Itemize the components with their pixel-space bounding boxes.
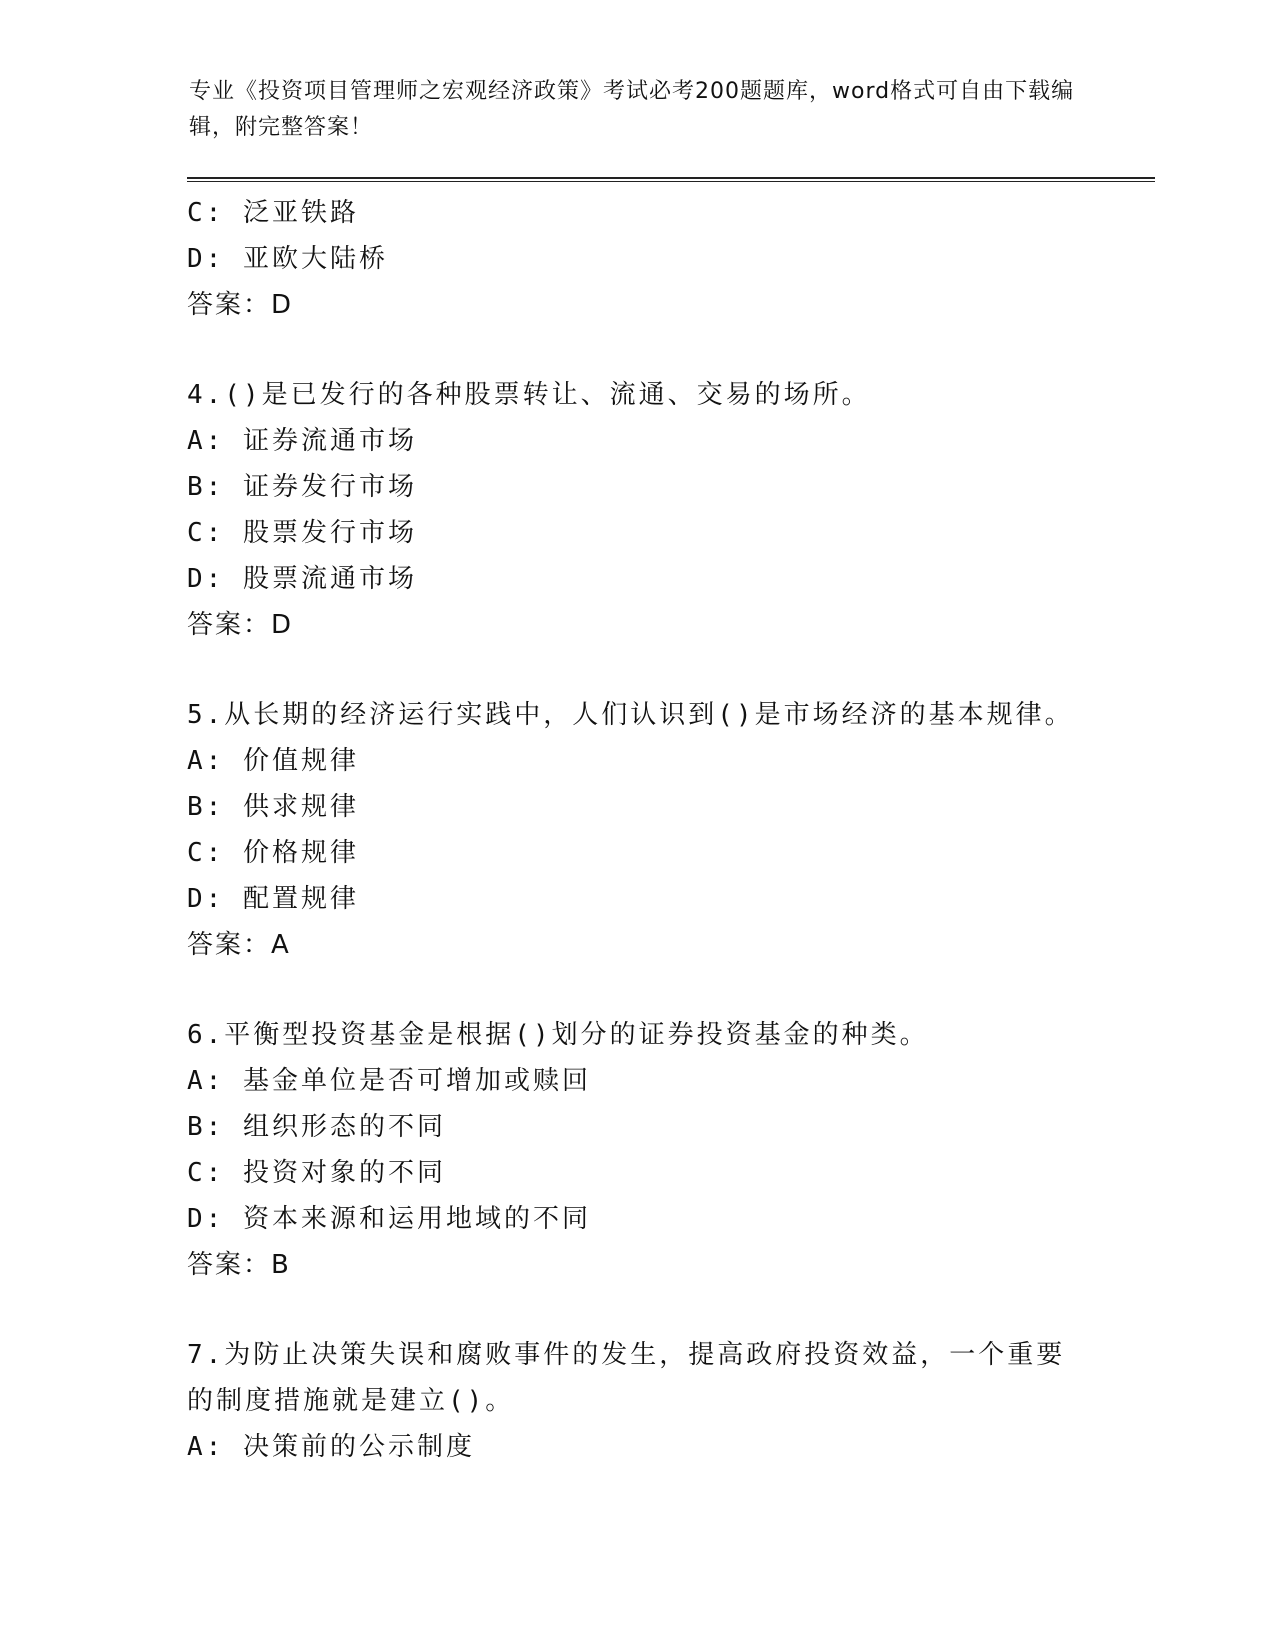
- option-b: B: 组织形态的不同: [187, 1112, 446, 1142]
- option-c: C: 价格规律: [187, 838, 359, 868]
- question-stem: 7.为防止决策失误和腐败事件的发生，提高政府投资效益，一个重要的制度措施就是建立()。: [187, 1340, 1066, 1416]
- option-a: A: 价值规律: [187, 746, 359, 776]
- header-rule-thin: [187, 181, 1155, 182]
- option-d: D: 股票流通市场: [187, 564, 417, 594]
- option-c: C: 股票发行市场: [187, 518, 417, 548]
- document-header: 专业《投资项目管理师之宏观经济政策》考试必考200题题库，word格式可自由下载编辑，附完整答案！: [189, 79, 1075, 140]
- question-list: [187, 190, 1087, 1470]
- answer: 答案：D: [187, 290, 294, 320]
- answer: 答案：D: [187, 610, 294, 640]
- question-stem: 6.平衡型投资基金是根据()划分的证券投资基金的种类。: [187, 1020, 929, 1050]
- header-rule-thick: [187, 177, 1155, 179]
- question-stem: 5.从长期的经济运行实践中，人们认识到()是市场经济的基本规律。: [187, 700, 1074, 730]
- option-d: D: 资本来源和运用地域的不同: [187, 1204, 591, 1234]
- option-b: B: 供求规律: [187, 792, 359, 822]
- option-d: D: 配置规律: [187, 884, 359, 914]
- option-a: A: 决策前的公示制度: [187, 1432, 475, 1462]
- question-stem: 4.()是已发行的各种股票转让、流通、交易的场所。: [187, 380, 871, 410]
- option-b: B: 证券发行市场: [187, 472, 417, 502]
- answer: 答案：A: [187, 930, 291, 960]
- option-a: A: 证券流通市场: [187, 426, 417, 456]
- option-a: A: 基金单位是否可增加或赎回: [187, 1066, 591, 1096]
- option-c: C: 投资对象的不同: [187, 1158, 446, 1188]
- option-d: D: 亚欧大陆桥: [187, 244, 388, 274]
- option-c: C: 泛亚铁路: [187, 198, 359, 228]
- answer: 答案：B: [187, 1250, 291, 1280]
